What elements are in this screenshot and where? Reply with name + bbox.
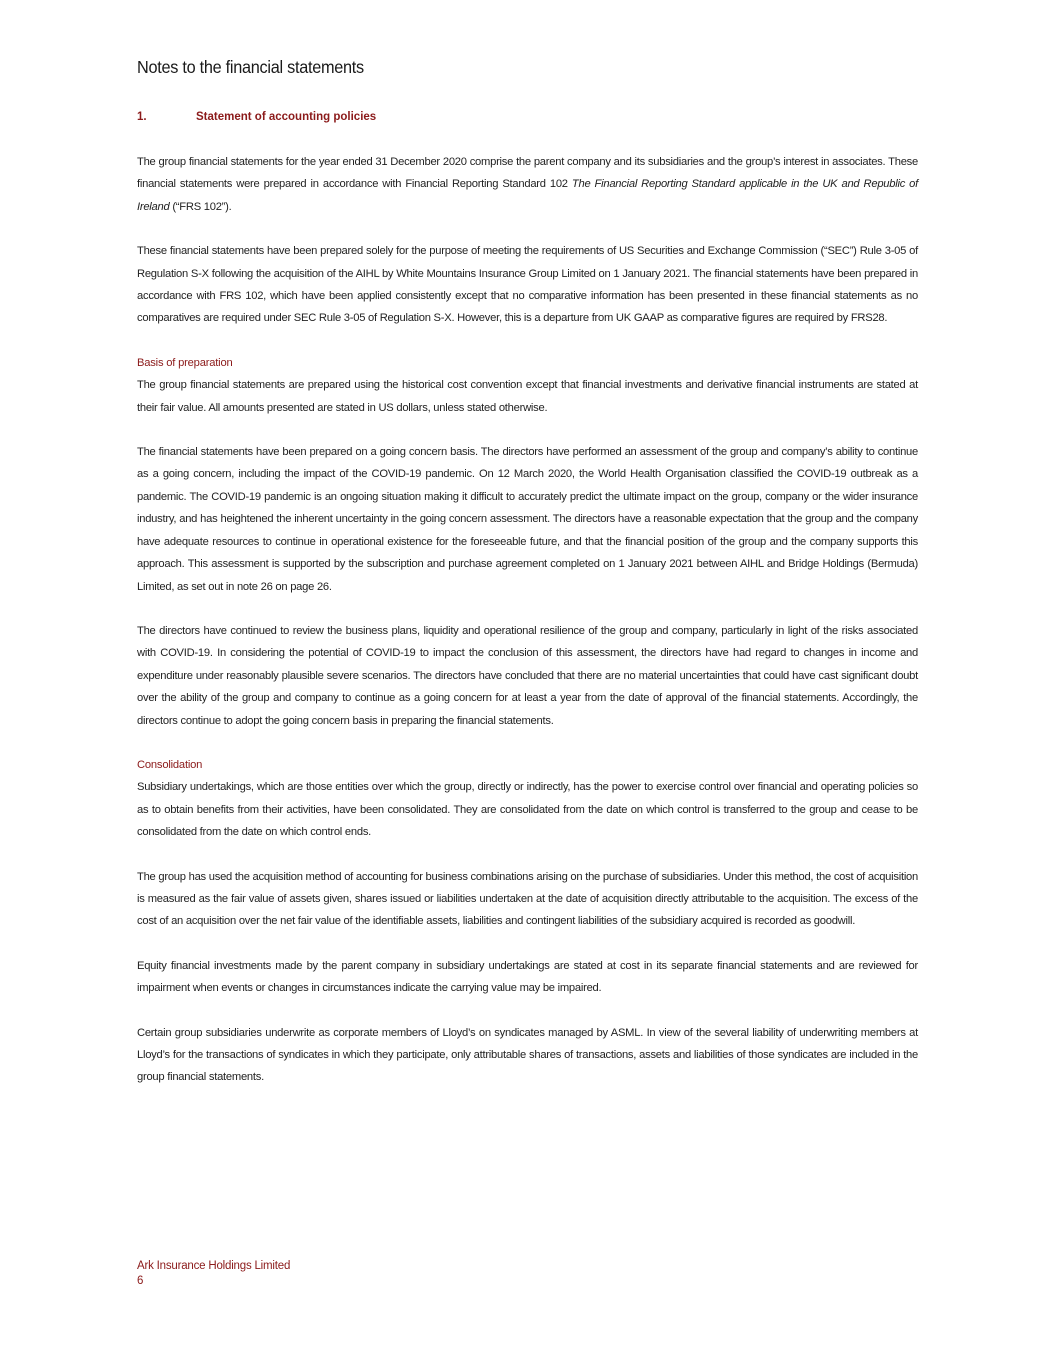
paragraph-lloyds-syndicates: Certain group subsidiaries underwrite as corporate members of Lloyd’s on syndicates managed by ASML. In view of the several liability of underwriting members at Lloyd’s for the transactions of syndicates in which they participate, only attributable shares of transactions, assets and liabilities of those syndicates are included in the group financial statements.: [137, 1026, 918, 1084]
paragraph-acquisition-method: The group has used the acquisition method of accounting for business combinations arising on the purchase of subsidiaries. Under this method, the cost of acquisition is measured as the fair value of assets given, shares issued or liabilities undertaken at the date of acquisition directly attributable to the acquisition. The excess of the cost of an acquisition over the net fair value of the identifiable assets, liabilities and contingent liabilities of the subsidiary acquired is recorded as goodwill.: [137, 870, 918, 928]
paragraph-equity-investments: Equity financial investments made by the parent company in subsidiary undertakings are stated at cost in its separate financial statements and are reviewed for impairment when events or changes in circumstances indicate the carrying value may be impaired.: [137, 959, 918, 995]
paragraph-group-statements: [137, 151, 918, 218]
subheading-consolidation: Consolidation: [137, 758, 203, 771]
paragraph-text: (“FRS 102”).: [169, 200, 232, 213]
section-heading: [137, 111, 376, 123]
page-title: Notes to the financial statements: [137, 57, 364, 77]
frs-title-italic: The Financial Reporting Standard applicable in the UK and Republic of Ireland: [137, 178, 918, 213]
paragraph-directors-review: The directors have continued to review the business plans, liquidity and operational resilience of the group and company, particularly in light of the risks associated with COVID-19. In considering the potential of COVID-19 to impact the conclusion of this assessment, the directors have had regard to changes in income and expenditure under reasonably plausible severe scenarios. The directors have concluded that there are no material uncertainties that could have cast significant doubt over the ability of the group and company to continue as a going concern for at least a year from the date of approval of the financial statements. Accordingly, the directors continue to adopt the going concern basis in preparing the financial statements.: [137, 624, 918, 727]
paragraph-sec-purpose: These financial statements have been prepared solely for the purpose of meeting the requirements of US Securities and Exchange Commission (“SEC”) Rule 3-05 of Regulation S-X following the acquisition of the AIHL by White Mountains Insurance Group Limited on 1 January 2021. The financial statements have been prepared in accordance with FRS 102, which have been applied consistently except that no comparative information has been presented in these financial statements as no comparatives are required under SEC Rule 3-05 of Regulation S-X. However, this is a departure from UK GAAP as comparative figures are required by FRS28.: [137, 245, 918, 325]
footer-page-number: 6: [137, 1275, 144, 1287]
section-number: 1.: [137, 111, 147, 123]
paragraph-subsidiary-undertakings: Subsidiary undertakings, which are those entities over which the group, directly or indirectly, has the power to exercise control over financial and operating policies so as to obtain benefits from their activities, have been consolidated. They are consolidated from the date on which control is transferred to the group and cease to be consolidated from the date on which control ends.: [137, 781, 918, 839]
paragraph-going-concern: The financial statements have been prepared on a going concern basis. The directors have performed an assessment of the group and company’s ability to continue as a going concern, including the impact of the COVID-19 pandemic. On 12 March 2020, the World Health Organisation classified the COVID-19 outbreak as a pandemic. The COVID-19 pandemic is an ongoing situation making it difficult to accurately predict the ultimate impact on the group, company or the wider insurance industry, and has heightened the inherent uncertainty in the going concern assessment. The directors have a reasonable expectation that the group and the company have adequate resources to continue in operational existence for the foreseeable future, and that the financial position of the group and the company supports this approach. This assessment is supported by the subscription and purchase agreement completed on 1 January 2021 between AIHL and Bridge Holdings (Bermuda) Limited, as set out in note 26 on page 26.: [137, 446, 918, 593]
paragraph-historical-cost: The group financial statements are prepared using the historical cost convention except that financial investments and derivative financial instruments are stated at their fair value. All amounts presented are stated in US dollars, unless stated otherwise.: [137, 379, 918, 414]
subheading-basis-of-preparation: Basis of preparation: [137, 356, 233, 369]
paragraph-text: The group financial statements for the year ended 31 December 2020 comprise the parent company and its subsidiaries and the group’s interest in associates. These financial statements were prepared in accordance with Financial Reporting Standard 102: [137, 156, 918, 191]
footer-company-name: Ark Insurance Holdings Limited: [137, 1260, 291, 1272]
notes-body: [137, 151, 918, 1111]
page-footer: [137, 1259, 290, 1289]
section-title: Statement of accounting policies: [196, 111, 377, 123]
